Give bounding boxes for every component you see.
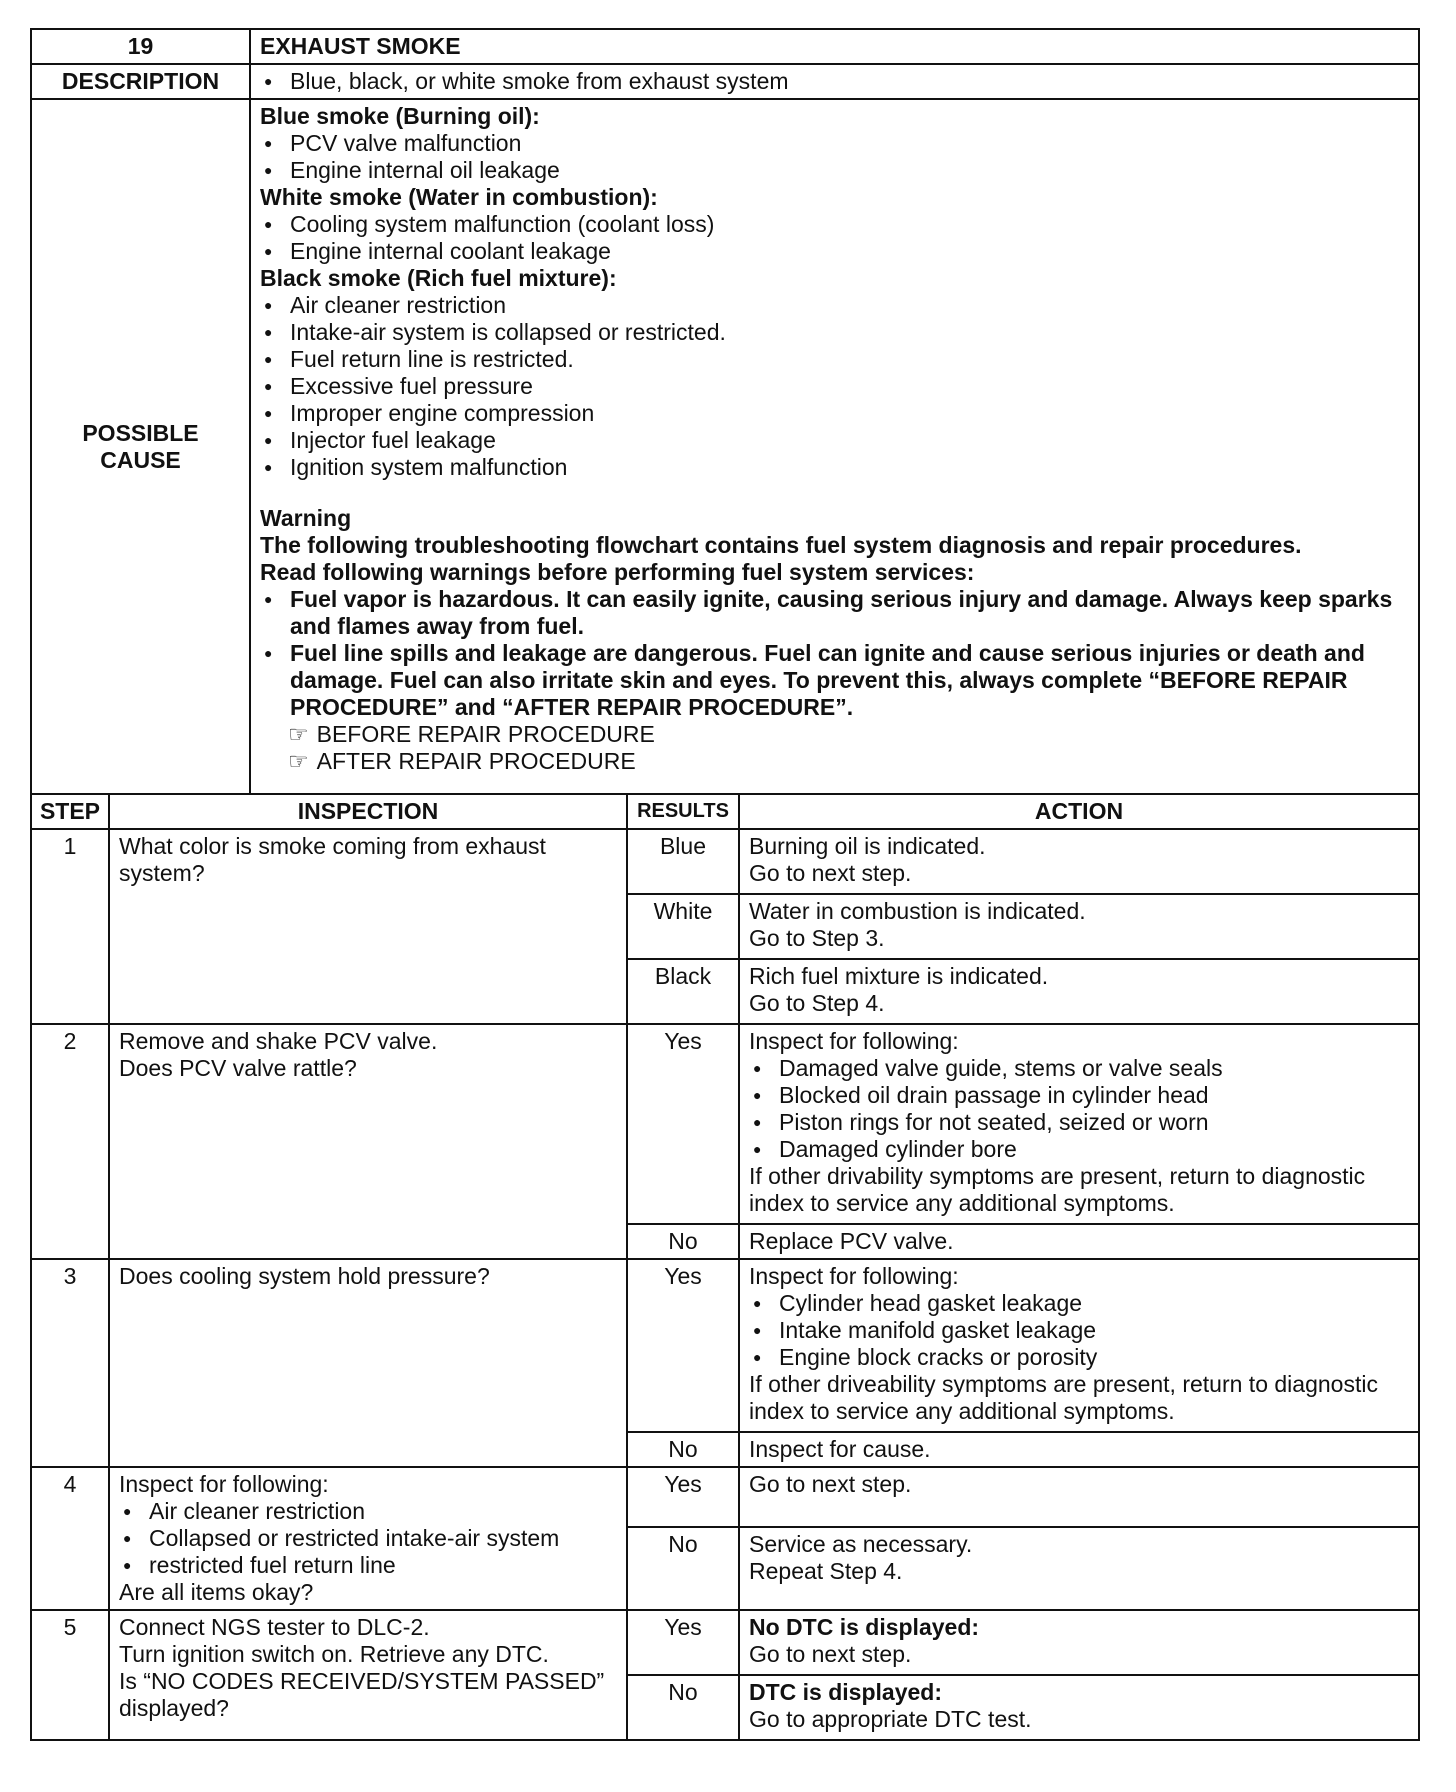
cause-item: ● PCV valve malfunction — [260, 130, 1409, 157]
step-result: Yes — [627, 1610, 739, 1675]
troubleshooting-table — [30, 28, 1420, 1741]
action-line: Inspect for following: — [749, 1028, 959, 1054]
reference-label: AFTER REPAIR PROCEDURE — [316, 748, 636, 774]
reference-label: BEFORE REPAIR PROCEDURE — [316, 721, 655, 747]
table-row — [31, 1610, 1419, 1675]
action-item: ● Engine block cracks or porosity — [749, 1344, 1409, 1371]
step-number: 4 — [31, 1467, 109, 1610]
column-header-row — [31, 794, 1419, 829]
cause-item: ● Fuel return line is restricted. — [260, 346, 1409, 373]
inspection-line: Inspect for following: — [119, 1471, 329, 1497]
step-result: White — [627, 894, 739, 959]
step-result: No — [627, 1527, 739, 1610]
warning-intro-line2: Read following warnings before performing fuel system services: — [260, 559, 975, 585]
warning-list — [260, 586, 1409, 721]
step-inspection — [109, 1610, 627, 1740]
possible-cause-label — [31, 99, 250, 794]
step-result: No — [627, 1675, 739, 1740]
possible-cause-label-line2: CAUSE — [100, 446, 181, 473]
action-line: Go to next step. — [749, 860, 912, 886]
step-number: 1 — [31, 829, 109, 1024]
pointing-hand-icon: ☞ — [288, 748, 309, 774]
action-line: Go to appropriate DTC test. — [749, 1706, 1032, 1732]
action-line: Go to Step 3. — [749, 925, 885, 951]
cause-group-title: Black smoke (Rich fuel mixture): — [260, 265, 617, 291]
inspection-item: ● restricted fuel return line — [119, 1552, 617, 1579]
step-result: Blue — [627, 829, 739, 894]
cause-group-title: Blue smoke (Burning oil): — [260, 103, 540, 129]
procedure-title: EXHAUST SMOKE — [250, 29, 1419, 64]
action-item: ● Intake manifold gasket leakage — [749, 1317, 1409, 1344]
action-line: Service as necessary. — [749, 1531, 973, 1557]
step-inspection — [109, 1024, 627, 1259]
cause-item: ● Intake-air system is collapsed or restricted. — [260, 319, 1409, 346]
cause-item: ● Air cleaner restriction — [260, 292, 1409, 319]
step-action — [739, 959, 1419, 1024]
step-result: No — [627, 1432, 739, 1467]
step-action — [739, 1024, 1419, 1224]
step-action — [739, 1610, 1419, 1675]
step-inspection: What color is smoke coming from exhaust system? — [109, 829, 627, 1024]
action-list — [749, 1290, 1409, 1371]
inspection-line: Connect NGS tester to DLC-2. — [119, 1614, 430, 1640]
action-item: ● Piston rings for not seated, seized or worn — [749, 1109, 1409, 1136]
action-item: ● Damaged cylinder bore — [749, 1136, 1409, 1163]
procedure-number: 19 — [31, 29, 250, 64]
action-line: If other driveability symptoms are present, return to diagnostic index to service any additional symptoms. — [749, 1371, 1378, 1424]
inspection-line: Remove and shake PCV valve. — [119, 1028, 438, 1054]
inspection-item: ● Air cleaner restriction — [119, 1498, 617, 1525]
step-action — [739, 1527, 1419, 1610]
step-number: 5 — [31, 1610, 109, 1740]
action-line: Burning oil is indicated. — [749, 833, 986, 859]
cause-group-list — [260, 130, 1409, 184]
step-result: Yes — [627, 1024, 739, 1224]
step-action — [739, 1675, 1419, 1740]
table-row — [31, 1467, 1419, 1527]
step-result: No — [627, 1224, 739, 1259]
step-result: Yes — [627, 1259, 739, 1432]
warning-intro-line1: The following troubleshooting flowchart contains fuel system diagnosis and repair procedures. — [260, 532, 1302, 558]
possible-cause-content — [250, 99, 1419, 794]
possible-cause-row — [31, 99, 1419, 794]
cause-group-list — [260, 211, 1409, 265]
action-line: Rich fuel mixture is indicated. — [749, 963, 1049, 989]
description-item: ● Blue, black, or white smoke from exhaust system — [260, 68, 1409, 95]
action-item: ● Blocked oil drain passage in cylinder head — [749, 1082, 1409, 1109]
inspection-list — [119, 1498, 617, 1579]
action-line: Water in combustion is indicated. — [749, 898, 1086, 924]
action-line: Go to next step. — [749, 1641, 912, 1667]
step-inspection — [109, 1467, 627, 1610]
column-header-action: ACTION — [739, 794, 1419, 829]
step-action — [739, 1259, 1419, 1432]
cause-item: ● Improper engine compression — [260, 400, 1409, 427]
step-action: Replace PCV valve. — [739, 1224, 1419, 1259]
cause-item: ● Engine internal oil leakage — [260, 157, 1409, 184]
action-line: If other drivability symptoms are present, return to diagnostic index to service any additional symptoms. — [749, 1163, 1366, 1216]
step-action — [739, 829, 1419, 894]
action-list — [749, 1055, 1409, 1163]
step-inspection: Does cooling system hold pressure? — [109, 1259, 627, 1467]
description-content — [250, 64, 1419, 99]
table-row — [31, 829, 1419, 894]
column-header-step: STEP — [31, 794, 109, 829]
header-row — [31, 29, 1419, 64]
step-action: Go to next step. — [739, 1467, 1419, 1527]
reference-link-before[interactable] — [260, 721, 1409, 748]
cause-item: ● Engine internal coolant leakage — [260, 238, 1409, 265]
inspection-line: Does PCV valve rattle? — [119, 1055, 357, 1081]
step-result: Black — [627, 959, 739, 1024]
cause-item: ● Injector fuel leakage — [260, 427, 1409, 454]
reference-link-after[interactable] — [260, 748, 1409, 775]
action-line: Go to Step 4. — [749, 990, 885, 1016]
action-subtitle: No DTC is displayed: — [749, 1614, 980, 1640]
warning-title: Warning — [260, 505, 352, 531]
warning-item: ● Fuel vapor is hazardous. It can easily ignite, causing serious injury and damage. Always keep sparks and flames away from fuel. — [260, 586, 1409, 640]
possible-cause-label-line1: POSSIBLE — [82, 419, 199, 446]
pointing-hand-icon: ☞ — [288, 721, 309, 747]
cause-item: ● Ignition system malfunction — [260, 454, 1409, 481]
inspection-line: Are all items okay? — [119, 1579, 314, 1605]
step-result: Yes — [627, 1467, 739, 1527]
description-row — [31, 64, 1419, 99]
step-number: 3 — [31, 1259, 109, 1467]
cause-group-title: White smoke (Water in combustion): — [260, 184, 658, 210]
action-subtitle: DTC is displayed: — [749, 1679, 942, 1705]
table-row — [31, 1024, 1419, 1224]
inspection-item: ● Collapsed or restricted intake-air system — [119, 1525, 617, 1552]
action-item: ● Damaged valve guide, stems or valve seals — [749, 1055, 1409, 1082]
column-header-results: RESULTS — [627, 794, 739, 829]
step-action: Inspect for cause. — [739, 1432, 1419, 1467]
column-header-inspection: INSPECTION — [109, 794, 627, 829]
step-action — [739, 894, 1419, 959]
table-row — [31, 1259, 1419, 1432]
inspection-line: Turn ignition switch on. Retrieve any DTC. — [119, 1641, 549, 1667]
action-item: ● Cylinder head gasket leakage — [749, 1290, 1409, 1317]
step-number: 2 — [31, 1024, 109, 1259]
cause-group-list — [260, 292, 1409, 481]
action-line: Inspect for following: — [749, 1263, 959, 1289]
action-line: Repeat Step 4. — [749, 1558, 903, 1584]
description-label: DESCRIPTION — [31, 64, 250, 99]
cause-item: ● Excessive fuel pressure — [260, 373, 1409, 400]
warning-item: ● Fuel line spills and leakage are dangerous. Fuel can ignite and cause serious injuries or death and damage. Fuel can also irritate skin and eyes. To prevent this, always complete “BEFORE REPAIR PROCEDURE” and “AFTER REPAIR PROCEDURE”. — [260, 640, 1409, 721]
cause-item: ● Cooling system malfunction (coolant loss) — [260, 211, 1409, 238]
inspection-line: Is “NO CODES RECEIVED/SYSTEM PASSED” displayed? — [119, 1668, 605, 1721]
